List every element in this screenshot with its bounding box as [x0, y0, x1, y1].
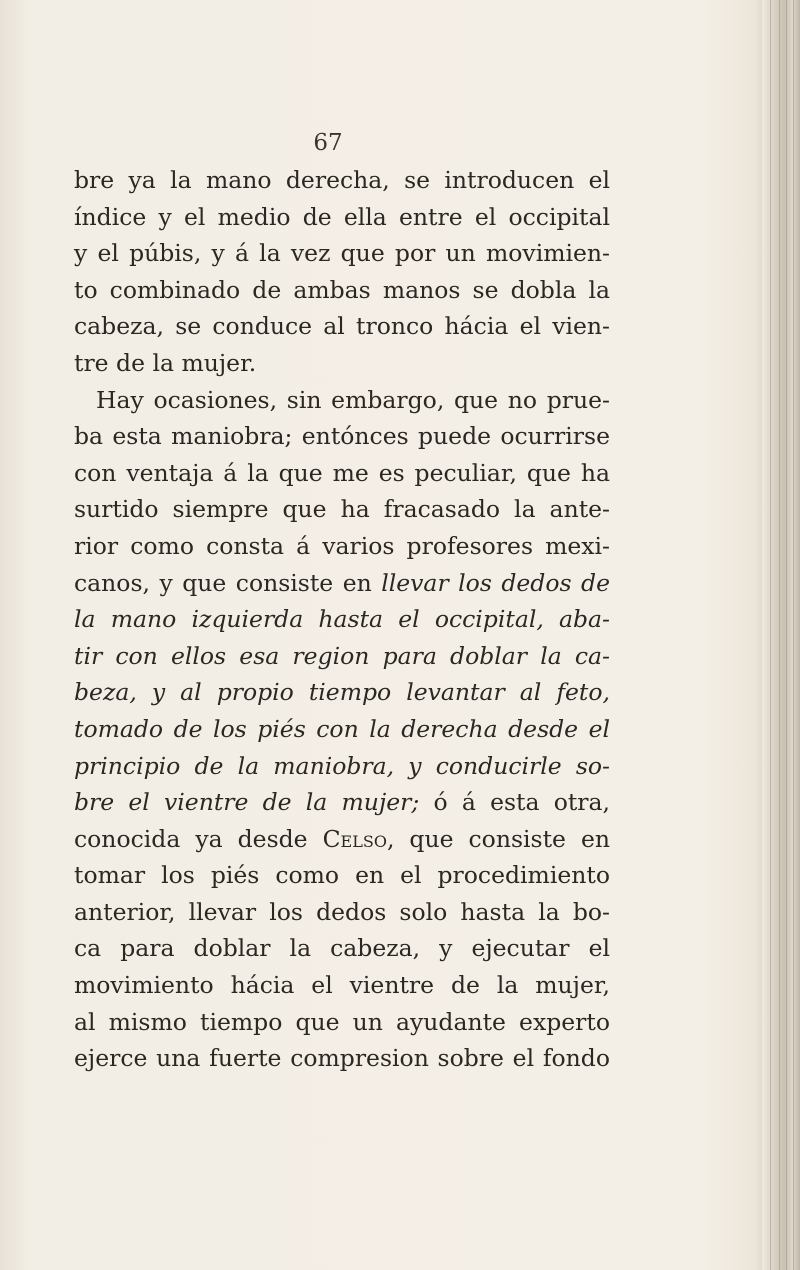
text-line: movimiento hácia el vientre de la mujer, [74, 971, 610, 1000]
text-line: surtido siempre que ha fracasado la ante- [74, 495, 610, 524]
text-line: Hay ocasiones, sin embargo, que no prue- [96, 385, 610, 414]
author-name: Celso [322, 824, 387, 853]
text-line: y el púbis, y á la vez que por un movimien- [74, 239, 610, 268]
body-text [74, 162, 610, 1077]
text-line: beza, y al propio tiempo levantar al feto, [74, 678, 610, 707]
text-line: to combinado de ambas manos se dobla la [74, 275, 610, 304]
italic-text: llevar los dedos de [381, 568, 610, 597]
text-line: bre ya la mano derecha, se introducen el [74, 166, 610, 194]
text-line: principio de la maniobra, y conducirle so- [74, 751, 610, 780]
text-line: ejerce una fuerte compresion sobre el fondo [74, 1044, 610, 1073]
text-line: cabeza, se conduce al tronco hácia el vien- [74, 312, 610, 341]
text-line: con ventaja á la que me es peculiar, que ha [74, 458, 610, 487]
text-line: índice y el medio de ella entre el occipital [74, 202, 610, 231]
text-line: tomar los piés como en el procedimiento [74, 861, 610, 890]
text-line: tomado de los piés con la derecha desde el [74, 714, 610, 743]
text-line: tre de la mujer. [74, 348, 257, 377]
text-line: tir con ellos esa region para doblar la ca- [74, 641, 610, 670]
text-line: bre el vientre de la mujer; ó á esta otra, [74, 788, 610, 817]
text-line: conocida ya desde Celso, que consiste en [74, 824, 610, 853]
text-line: canos, y que consiste en llevar los dedos de [74, 568, 610, 597]
text-line: al mismo tiempo que un ayudante experto [74, 1007, 610, 1036]
text-line: ca para doblar la cabeza, y ejecutar el [74, 934, 610, 963]
text-line: rior como consta á varios profesores mexi- [74, 531, 610, 560]
page-edge [762, 0, 800, 1270]
text-line: la mano izquierda hasta el occipital, aba- [74, 605, 610, 634]
text-line: ba esta maniobra; entónces puede ocurrirse [74, 422, 610, 451]
text-line: anterior, llevar los dedos solo hasta la bo- [74, 897, 610, 926]
page-number: 67 [313, 130, 343, 156]
italic-text: bre el vientre de la mujer; [74, 788, 420, 817]
